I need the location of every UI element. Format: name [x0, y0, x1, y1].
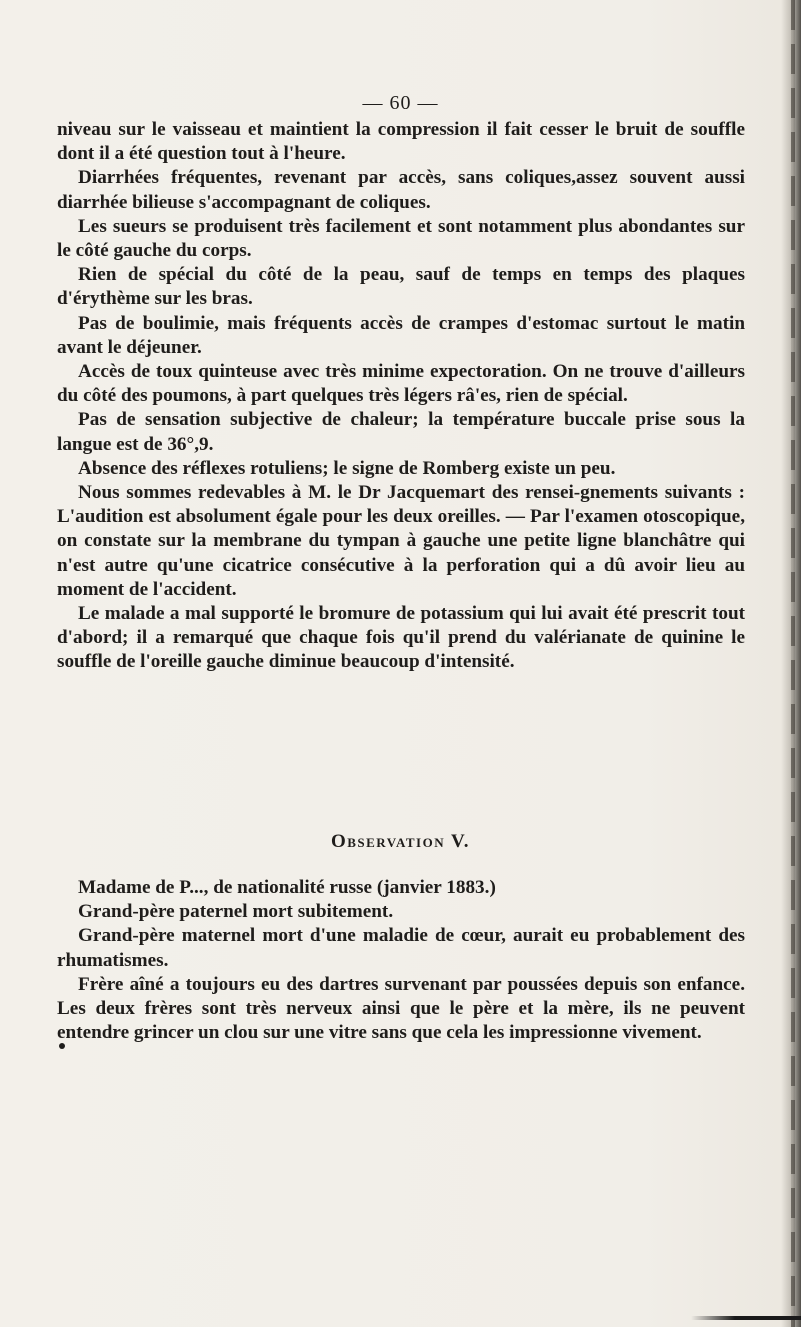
paragraph: Nous sommes redevables à M. le Dr Jacquemart des rensei-gnements suivants : L'audition est absolument égale pour les deux oreilles. — Par l'examen otoscopique, on constate sur la membrane du tympan à gauche une petite ligne blanchâtre qui n'est autre qu'une cicatrice consécutive à la perforation qui a dû avoir lieu au moment de l'accident. [57, 482, 745, 600]
paragraph: Frère aîné a toujours eu des dartres survenant par poussées depuis son enfance. Les deux frères sont très nerveux ainsi que le père et la mère, ils ne peuvent entendre grincer un clou sur une vitre sans que cela les impressionne vivement. [57, 973, 745, 1044]
paragraph: Grand-père paternel mort subitement. [78, 901, 394, 923]
page-bottom-mark [691, 1316, 801, 1320]
page-number: — 60 — [362, 92, 439, 114]
page-edge-binding [791, 0, 795, 1327]
paragraph: Les sueurs se produisent très facilement et sont notamment plus abondantes sur le côté gauche du corps. [57, 215, 745, 262]
body-text [57, 118, 745, 675]
section-title: Observation V. [330, 831, 471, 852]
paragraph: Le malade a mal supporté le bromure de potassium qui lui avait été prescrit tout d'abord; il a remarqué que chaque fois qu'il prend du valérianate de quinine le souffle de l'oreille gauche diminue beaucoup d'intensité. [57, 603, 745, 673]
paragraph: niveau sur le vaisseau et maintient la compression il fait cesser le bruit de souffle dont il a été question tout à l'heure. [57, 119, 745, 165]
paragraph: Pas de boulimie, mais fréquents accès de crampes d'estomac surtout le matin avant le déjeuner. [57, 312, 745, 358]
paragraph: Absence des réflexes rotuliens; le signe de Romberg existe un peu. [78, 457, 616, 479]
observation-text [57, 876, 745, 1045]
paragraph: Diarrhées fréquentes, revenant par accès, sans coliques,assez souvent aussi diarrhée bilieuse s'accompagnant de coliques. [57, 167, 745, 213]
paragraph: Madame de P..., de nationalité russe (janvier 1883.) [78, 877, 496, 898]
paragraph: Pas de sensation subjective de chaleur; la température buccale prise sous la langue est de 36°,9. [57, 409, 745, 455]
paragraph: Rien de spécial du côté de la peau, sauf de temps en temps des plaques d'érythème sur les bras. [57, 264, 745, 310]
paragraph: Accès de toux quinteuse avec très minime expectoration. On ne trouve d'ailleurs du côté des poumons, à part quelques très légers râ'es, rien de spécial. [57, 361, 745, 407]
paragraph: Grand-père maternel mort d'une maladie de cœur, aurait eu probablement des rhumatismes. [57, 925, 745, 971]
